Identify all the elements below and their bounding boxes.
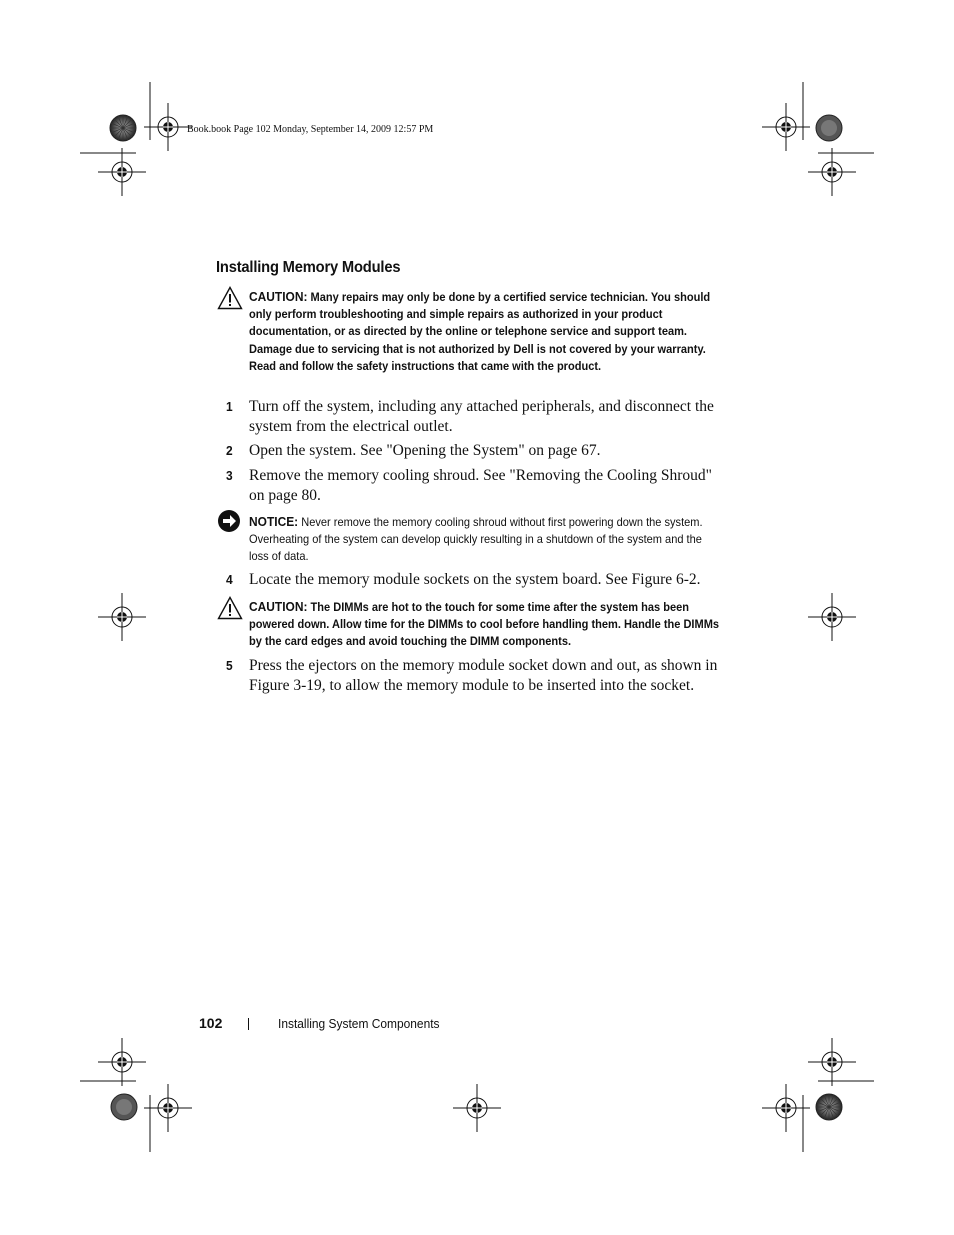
caution-note-dimms: [249, 598, 719, 651]
step-number: 5: [226, 658, 233, 673]
step-text: Turn off the system, including any attached peripherals, and disconnect the system from the electrical outlet.: [249, 398, 714, 435]
step-text: Press the ejectors on the memory module socket down and out, as shown in Figure 3-19, to allow the memory module to be inserted into the socket.: [249, 657, 718, 694]
caution-triangle-icon: [217, 286, 243, 310]
notice-circle-icon: [217, 509, 243, 533]
notice-label: NOTICE:: [249, 514, 299, 529]
step-number: 2: [226, 443, 233, 458]
caution-text: The DIMMs are hot to the touch for some time after the system has been powered down. Allow time for the DIMMs to cool before handling them. Handle the DIMMs by the card edges and avoid touching the DIMM components.: [249, 600, 720, 649]
caution-triangle-icon: [217, 596, 243, 620]
caution-label: CAUTION:: [249, 599, 308, 614]
step-text: Locate the memory module sockets on the system board. See Figure 6-2.: [249, 571, 701, 588]
step-number: 1: [226, 399, 233, 414]
step-number: 4: [226, 572, 233, 587]
caution-label: CAUTION:: [249, 289, 308, 304]
caution-text: Many repairs may only be done by a certified service technician. You should only perform troubleshooting and simple repairs as authorized in your product documentation, or as directed by the online or telephone service and support team. Damage due to servicing that is not authorized by Dell is not covered by your warranty. Read and follow the safety instructions that came with the product.: [249, 290, 711, 373]
footer-divider: [248, 1018, 249, 1030]
page-number: 102: [199, 1015, 223, 1031]
step-text: Open the system. See "Opening the System" on page 67.: [249, 442, 601, 459]
caution-note-repairs: [249, 288, 719, 375]
notice-text: Never remove the memory cooling shroud without first powering down the system. Overheating of the system can develop quickly resulting in a shutdown of the system and the loss of data.: [249, 515, 703, 564]
running-footer-chapter: Installing System Components: [278, 1016, 440, 1031]
print-job-header: Book.book Page 102 Monday, September 14, 2009 12:57 PM: [187, 124, 434, 135]
step-text: Remove the memory cooling shroud. See "Removing the Cooling Shroud" on page 80.: [249, 467, 712, 504]
notice-note-cooling: [249, 513, 719, 566]
step-number: 3: [226, 468, 233, 483]
section-heading: Installing Memory Modules: [216, 259, 401, 276]
